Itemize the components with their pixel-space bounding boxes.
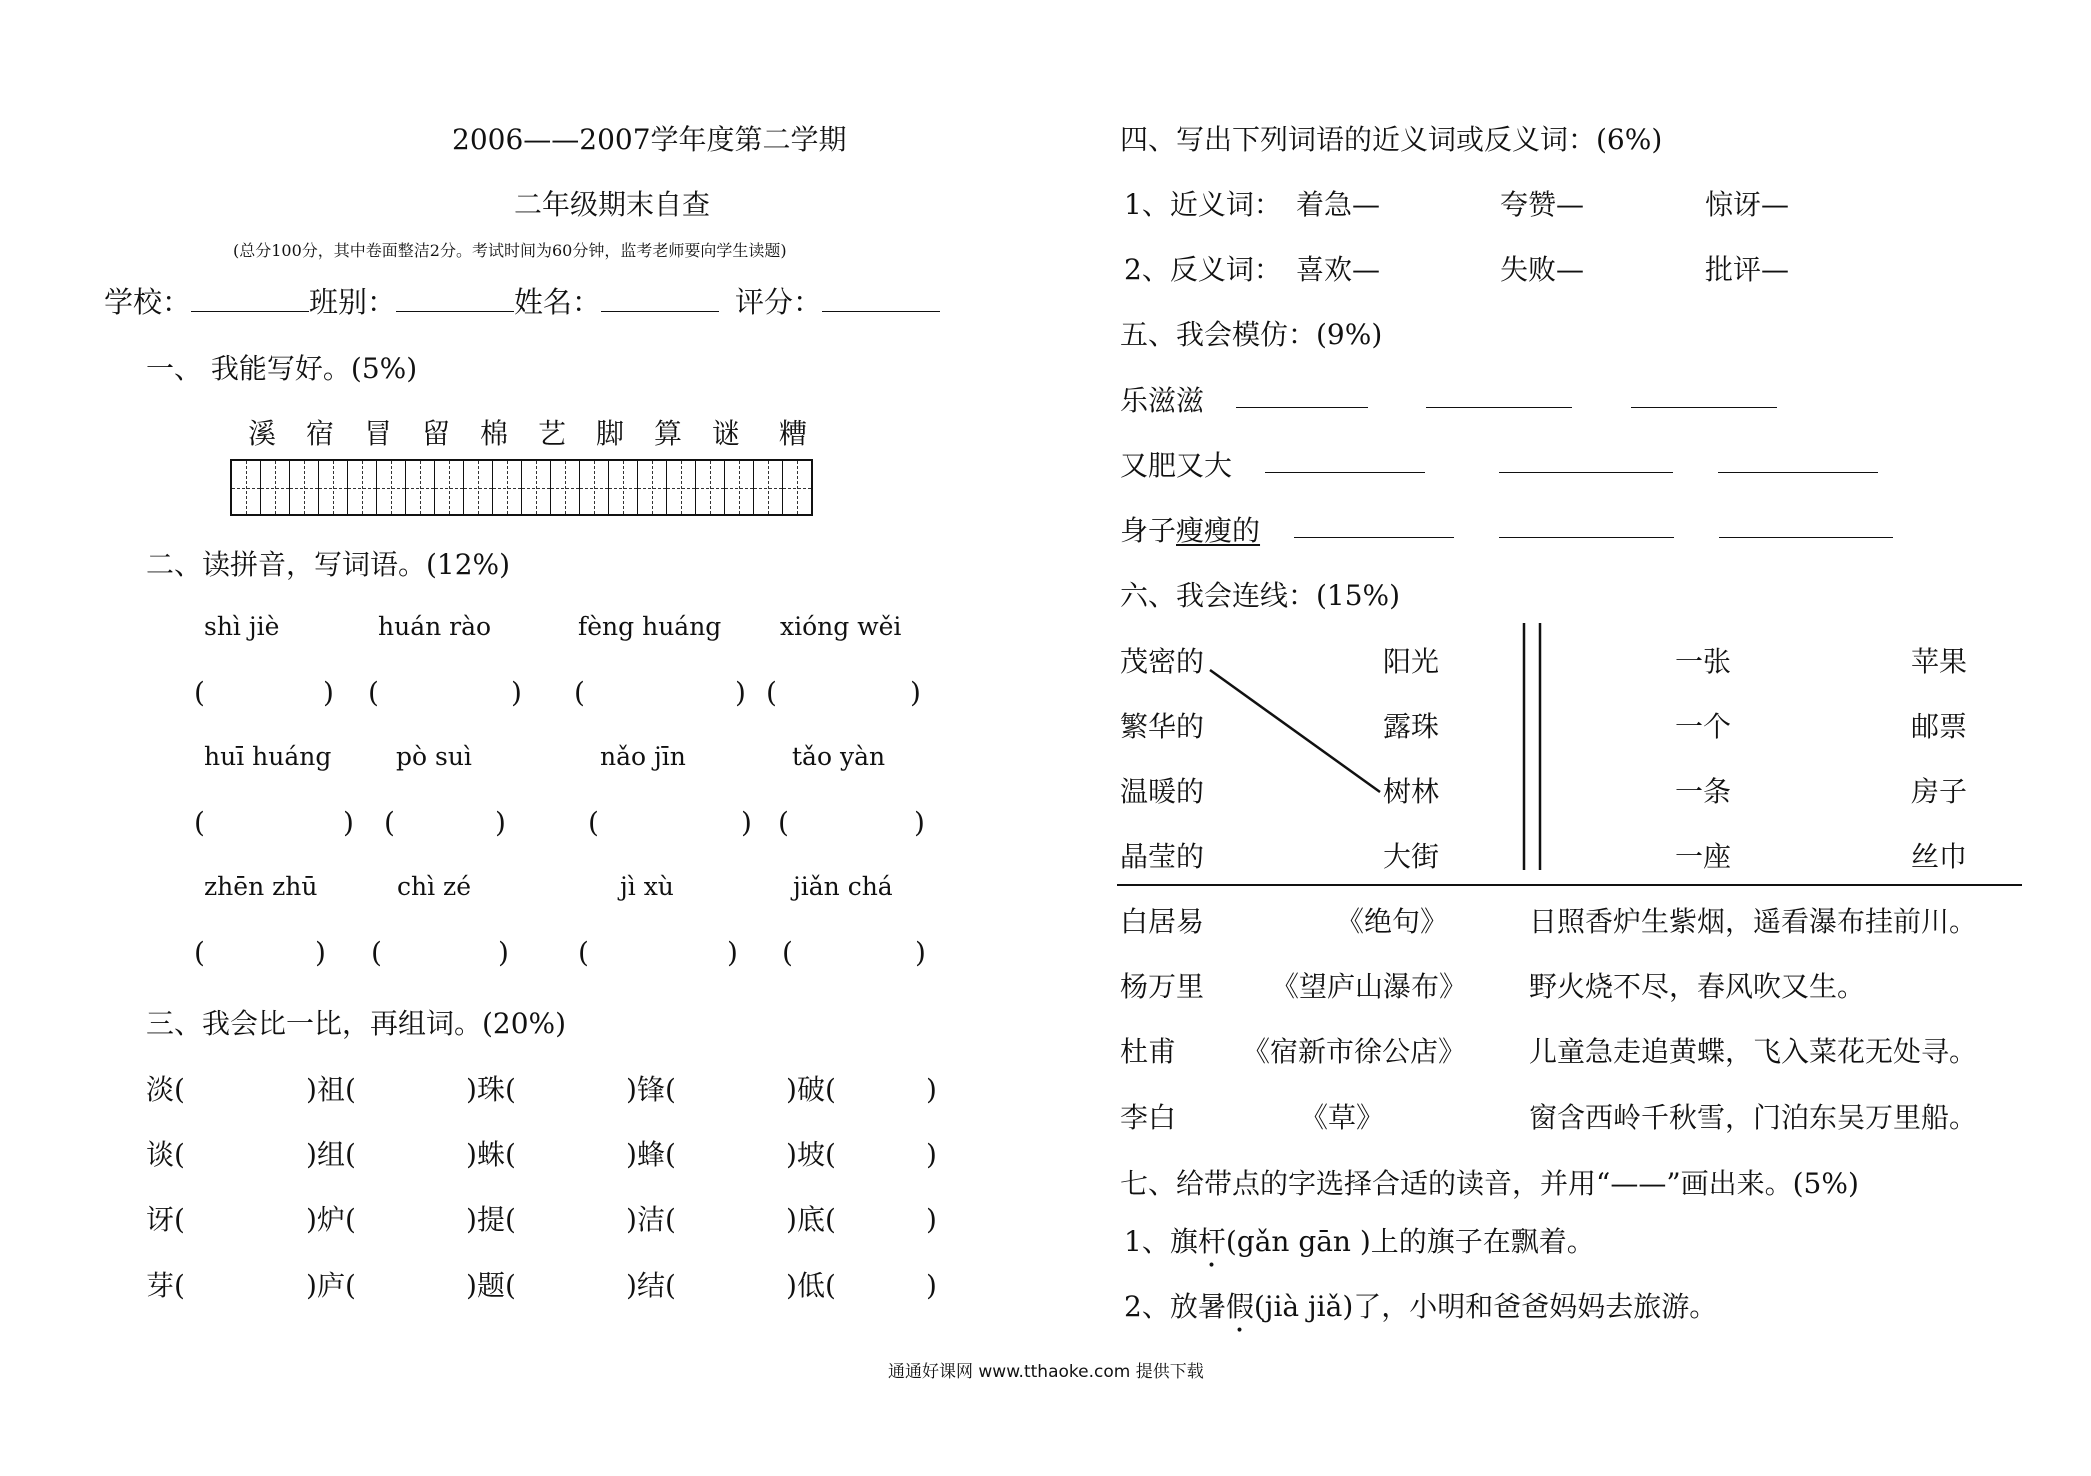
match-mid[interactable]: 露珠 — [1383, 710, 1440, 743]
synonym-item: 着急— — [1296, 188, 1381, 221]
section-3-title: 三、我会比一比，再组词。(20%) — [146, 1007, 567, 1040]
char: 艺 — [538, 417, 567, 450]
char: 谜 — [712, 417, 741, 450]
compare-row: 芽( )庐( )题( )结( )低( ) — [146, 1269, 937, 1302]
compare-char: 破 — [796, 1073, 825, 1106]
match-poem[interactable]: 《绝句》 — [1336, 905, 1449, 938]
dotted-char: 杆 — [1197, 1225, 1226, 1258]
imitate-item: 又肥又大 — [1120, 449, 1233, 482]
pinyin: jiǎn chá — [793, 872, 893, 901]
question-text: 2、放暑 — [1124, 1290, 1226, 1323]
answer-paren[interactable]: ( ) — [588, 806, 752, 839]
match-mid[interactable]: 大街 — [1383, 840, 1440, 873]
compare-char: 谈 — [146, 1138, 175, 1171]
match-obj[interactable]: 邮票 — [1911, 710, 1968, 743]
school-label: 学校： — [104, 285, 192, 319]
answer-paren[interactable]: ( ) — [194, 936, 326, 969]
imitate-text: 身子 — [1120, 514, 1177, 547]
dotted-char: 假 — [1225, 1290, 1254, 1323]
score-label: 评分： — [735, 285, 823, 319]
answer-paren[interactable]: ( ) — [782, 936, 926, 969]
match-verse[interactable]: 日照香炉生紫烟，遥看瀑布挂前川。 — [1529, 905, 1978, 938]
match-mid[interactable]: 树林 — [1383, 775, 1440, 808]
pinyin: chì zé — [397, 872, 472, 901]
answer-paren[interactable]: ( ) — [371, 936, 509, 969]
compare-char: 珠 — [476, 1073, 505, 1106]
match-mid[interactable]: 阳光 — [1383, 645, 1440, 678]
answer-paren[interactable]: ( ) — [578, 936, 738, 969]
char: 留 — [422, 417, 451, 450]
answer-paren[interactable]: ( ) — [384, 806, 506, 839]
match-poem[interactable]: 《宿新市徐公店》 — [1242, 1035, 1467, 1068]
class-label: 班别： — [309, 285, 397, 319]
compare-char: 芽 — [146, 1269, 175, 1302]
match-qty[interactable]: 一个 — [1675, 710, 1732, 743]
section-6-title: 六、我会连线：(15%) — [1120, 579, 1401, 612]
imitate-underlined: 瘦瘦的 — [1176, 514, 1261, 547]
match-verse[interactable]: 窗含西岭千秋雪，门泊东吴万里船。 — [1529, 1101, 1978, 1134]
pinyin: shì jiè — [204, 612, 280, 641]
char: 溪 — [248, 417, 277, 450]
pinyin: huī huáng — [204, 742, 332, 771]
section-2-title: 二、读拼音，写词语。(12%) — [146, 548, 511, 581]
match-verse[interactable]: 儿童急走追黄蝶，飞入菜花无处寻。 — [1529, 1035, 1978, 1068]
exam-note: (总分100分，其中卷面整洁2分。考试时间为60分钟，监考老师要向学生读题) — [233, 241, 787, 260]
synonym-label: 1、近义词： — [1124, 188, 1282, 221]
pinyin: huán rào — [378, 612, 492, 641]
pinyin: nǎo jīn — [600, 742, 686, 771]
page-title: 2006——2007学年度第二学期 — [452, 123, 847, 156]
compare-char: 低 — [796, 1269, 825, 1302]
match-obj[interactable]: 苹果 — [1911, 645, 1968, 678]
compare-char: 结 — [636, 1269, 665, 1302]
pinyin: tǎo yàn — [792, 742, 886, 771]
compare-char: 底 — [796, 1203, 825, 1236]
section-5-title: 五、我会模仿：(9%) — [1120, 318, 1383, 351]
compare-char: 讶 — [146, 1203, 175, 1236]
compare-char: 淡 — [146, 1073, 175, 1106]
pinyin: zhēn zhū — [204, 872, 318, 901]
compare-char: 提 — [476, 1203, 505, 1236]
compare-char: 蜂 — [636, 1138, 665, 1171]
match-left[interactable]: 温暖的 — [1120, 775, 1205, 808]
compare-char: 坡 — [796, 1138, 825, 1171]
match-obj[interactable]: 房子 — [1911, 775, 1968, 808]
answer-paren[interactable]: ( ) — [574, 676, 746, 709]
answer-paren[interactable]: ( ) — [194, 676, 334, 709]
compare-char: 庐 — [316, 1269, 345, 1302]
answer-paren[interactable]: ( ) — [368, 676, 522, 709]
answer-paren[interactable]: ( ) — [778, 806, 925, 839]
name-label: 姓名： — [514, 285, 602, 319]
match-left[interactable]: 繁华的 — [1120, 710, 1205, 743]
match-poet[interactable]: 李白 — [1120, 1101, 1177, 1134]
question-text[interactable]: (jià jiǎ)了，小明和爸爸妈妈去旅游。 — [1253, 1290, 1718, 1323]
pinyin: xióng wěi — [780, 612, 902, 641]
antonym-item: 批评— — [1705, 253, 1790, 286]
imitate-item: 乐滋滋 — [1120, 384, 1205, 417]
match-poet[interactable]: 杨万里 — [1120, 970, 1205, 1003]
question-text[interactable]: (gǎn gān )上的旗子在飘着。 — [1225, 1225, 1595, 1258]
pinyin: pò suì — [396, 742, 472, 771]
antonym-item: 失败— — [1500, 253, 1585, 286]
match-obj[interactable]: 丝巾 — [1911, 840, 1968, 873]
compare-char: 锋 — [636, 1073, 665, 1106]
section-7-title: 七、给带点的字选择合适的读音，并用“——”画出来。(5%) — [1120, 1167, 1859, 1200]
answer-paren[interactable]: ( ) — [194, 806, 354, 839]
compare-char: 洁 — [636, 1203, 665, 1236]
char: 棉 — [480, 417, 509, 450]
compare-char: 蛛 — [476, 1138, 505, 1171]
synonym-item: 夸赞— — [1500, 188, 1585, 221]
compare-row: 讶( )炉( )提( )洁( )底( ) — [146, 1203, 937, 1236]
antonym-label: 2、反义词： — [1124, 253, 1282, 286]
example-connection-line — [1210, 670, 1380, 792]
pinyin: fèng huáng — [578, 612, 722, 641]
compare-row: 谈( )组( )蛛( )蜂( )坡( ) — [146, 1138, 937, 1171]
char: 宿 — [306, 417, 335, 450]
match-verse[interactable]: 野火烧不尽，春风吹又生。 — [1529, 970, 1866, 1003]
char: 脚 — [596, 417, 625, 450]
char: 算 — [654, 417, 683, 450]
footer-credit: 通通好课网 www.tthaoke.com 提供下载 — [888, 1362, 1204, 1382]
section-4-title: 四、写出下列词语的近义词或反义词：(6%) — [1120, 123, 1663, 156]
question-2 — [1124, 1285, 1717, 1339]
match-poem[interactable]: 《望庐山瀑布》 — [1271, 970, 1468, 1003]
match-poet[interactable]: 杜甫 — [1120, 1035, 1177, 1068]
char: 冒 — [364, 417, 393, 450]
page-subtitle: 二年级期末自查 — [514, 188, 711, 221]
match-qty[interactable]: 一条 — [1675, 775, 1732, 808]
compare-char: 祖 — [316, 1073, 345, 1106]
match-left[interactable]: 茂密的 — [1120, 645, 1205, 678]
match-poet[interactable]: 白居易 — [1120, 905, 1205, 938]
char: 糟 — [779, 417, 808, 450]
question-1 — [1124, 1220, 1595, 1274]
answer-paren[interactable]: ( ) — [766, 676, 921, 709]
compare-char: 组 — [316, 1138, 345, 1171]
synonym-item: 惊讶— — [1705, 188, 1790, 221]
section-1-title: 一、 我能写好。(5%) — [146, 352, 418, 385]
compare-row: 淡( )祖( )珠( )锋( )破( ) — [146, 1073, 937, 1106]
antonym-item: 喜欢— — [1296, 253, 1381, 286]
match-qty[interactable]: 一张 — [1675, 645, 1732, 678]
match-poem[interactable]: 《草》 — [1300, 1101, 1385, 1134]
compare-char: 炉 — [316, 1203, 345, 1236]
match-left[interactable]: 晶莹的 — [1120, 840, 1205, 873]
compare-char: 题 — [476, 1269, 505, 1302]
match-qty[interactable]: 一座 — [1675, 840, 1732, 873]
question-text: 1、旗 — [1124, 1225, 1198, 1258]
pinyin: jì xù — [620, 872, 674, 901]
